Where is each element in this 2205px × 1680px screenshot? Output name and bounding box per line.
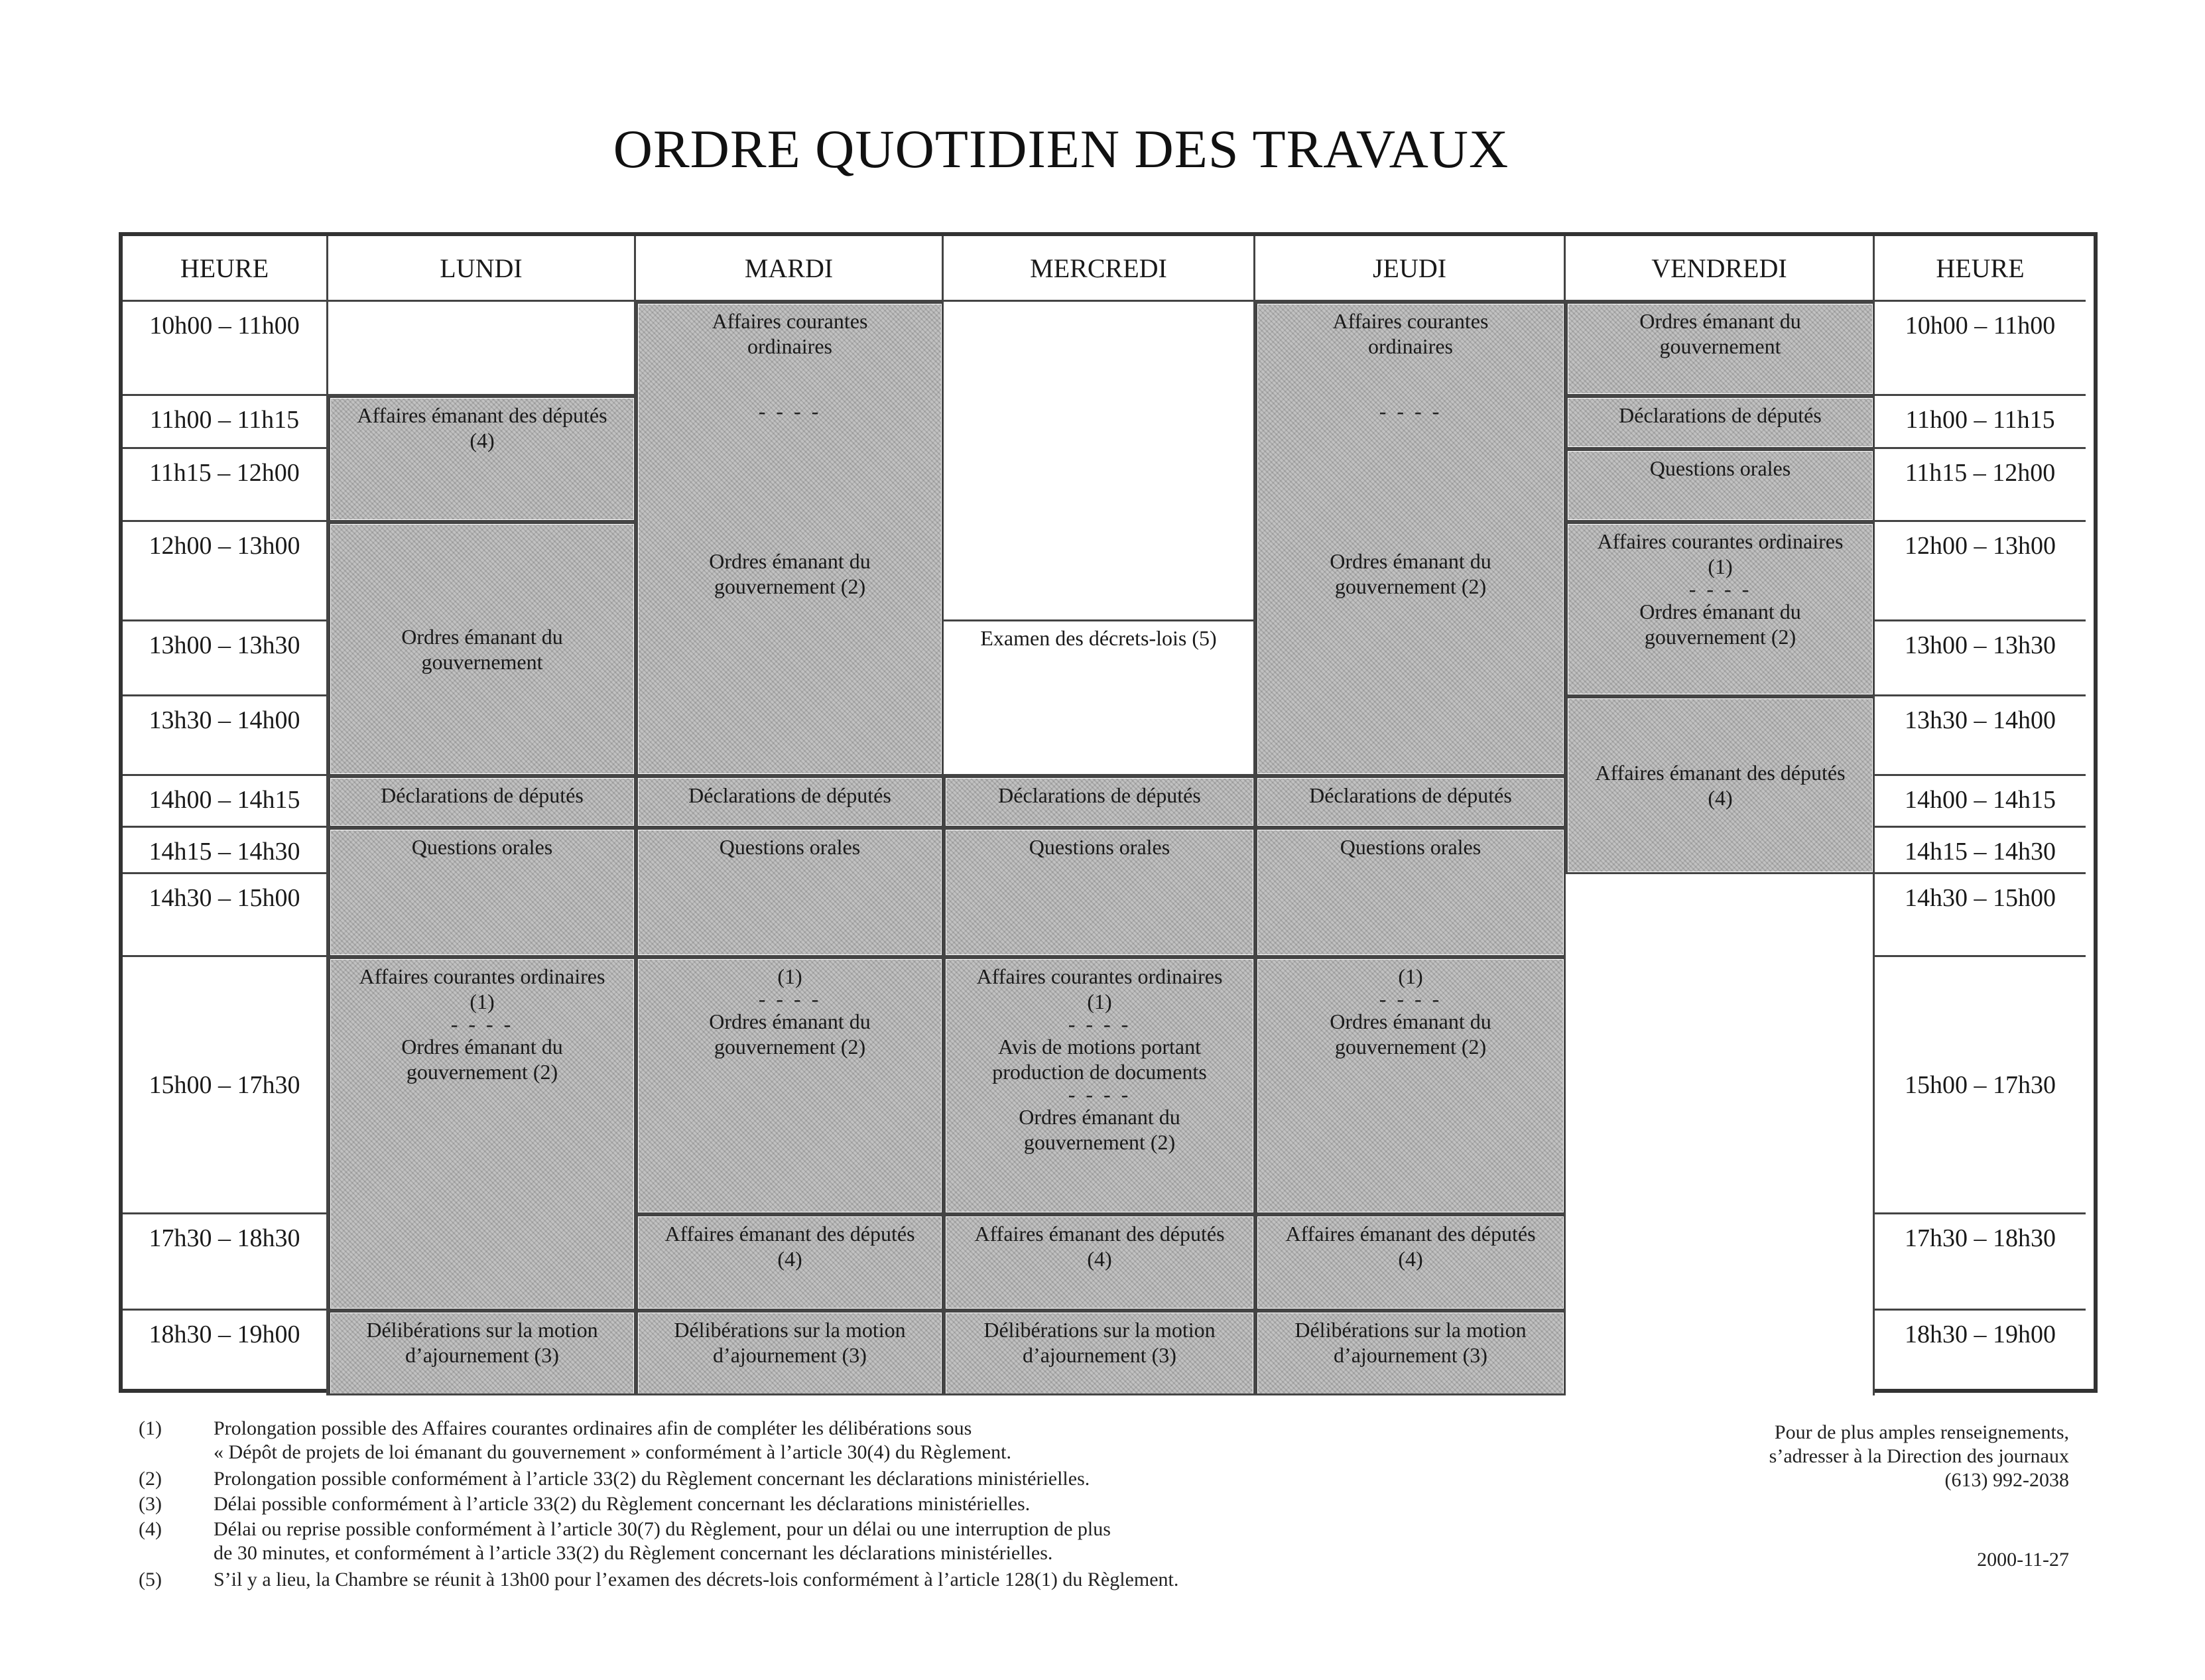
slot-label: Affaires émanant des députés	[1595, 761, 1846, 785]
footnote-ref: (1)	[470, 990, 495, 1013]
footnote-ref: (1)	[777, 964, 802, 988]
header-vendredi: VENDREDI	[1566, 236, 1875, 302]
slot-deliberations-ajournement	[636, 1311, 944, 1395]
slot-affaires-courantes-ordres	[328, 957, 636, 1311]
contact-info: Pour de plus amples renseignements, s’adresser à la Direction des journaux (613) 992-2038	[1769, 1421, 2069, 1491]
time-right: 11h00 – 11h15	[1875, 396, 2086, 449]
slot-label: Délibérations sur la motion	[1294, 1318, 1527, 1342]
slot-label: Ordres émanant du	[1019, 1105, 1180, 1129]
time-right: 10h00 – 11h00	[1875, 302, 2086, 396]
separator: - - - -	[1688, 577, 1752, 601]
slot-label: production de documents	[992, 1060, 1207, 1084]
slot-label: gouvernement	[421, 649, 543, 674]
slot-label: Délibérations sur la motion	[983, 1318, 1216, 1342]
footnote-ref: (4)	[1708, 786, 1733, 810]
footnote-text: Prolongation possible des Affaires courantes ordinaires afin de compléter les délibérations sous « Dépôt de projets de loi émanant du gouvernement » conformément à l’article 30(4) du Règlement.	[214, 1417, 1011, 1463]
slot-label: gouvernement (2)	[1023, 1130, 1176, 1154]
time-left: 10h00 – 11h00	[123, 302, 328, 396]
slot-empty	[944, 302, 1255, 621]
slot-label: Déclarations de députés	[1309, 783, 1512, 807]
slot-declarations-deputes	[328, 776, 636, 828]
slot-affaires-emanant-deputes	[944, 1214, 1255, 1311]
slot-ordres-gouvernement	[636, 957, 944, 1214]
slot-label: Déclarations de députés	[998, 783, 1201, 807]
slot-label: Ordres émanant du	[1639, 309, 1801, 333]
footnote-text: Délai ou reprise possible conformément à l’article 30(7) du Règlement, pour un délai ou une interruption de plus de 30 minutes, et conformément à l’article 33(2) du Règlement concernant les déclarations ministérielles.	[214, 1518, 1111, 1564]
footnote-ref: (4)	[777, 1247, 802, 1271]
time-left: 18h30 – 19h00	[123, 1311, 328, 1395]
header-heure-left: HEURE	[123, 236, 328, 302]
time-right: 12h00 – 13h00	[1875, 522, 2086, 621]
slot-affaires-courantes-avis-ordres	[944, 957, 1255, 1214]
slot-label: Délibérations sur la motion	[674, 1318, 906, 1342]
slot-label: Affaires courantes ordinaires	[1597, 529, 1844, 553]
slot-empty	[1566, 874, 1875, 1395]
slot-label: gouvernement (2)	[714, 1035, 866, 1059]
time-right: 14h00 – 14h15	[1875, 776, 2086, 828]
slot-label: d’ajournement (3)	[713, 1343, 867, 1367]
slot-declarations-deputes	[636, 776, 944, 828]
slot-label: Questions orales	[1340, 835, 1481, 859]
slot-label: Affaires courantes ordinaires	[976, 964, 1223, 988]
separator: - - - -	[758, 987, 822, 1011]
slot-label: Déclarations de députés	[688, 783, 891, 807]
slot-affaires-courantes-ordres	[1566, 522, 1875, 696]
slot-label: d’ajournement (3)	[405, 1343, 559, 1367]
slot-label: gouvernement	[1659, 334, 1781, 358]
footnote-text: Délai possible conformément à l’article 33(2) du Règlement concernant les déclarations ministérielles.	[214, 1493, 1031, 1515]
time-left: 13h30 – 14h00	[123, 696, 328, 776]
slot-label: Questions orales	[411, 835, 553, 859]
time-left: 14h15 – 14h30	[123, 828, 328, 874]
slot-label: Déclarations de députés	[1619, 403, 1822, 427]
page-title: ORDRE QUOTIDIEN DES TRAVAUX	[613, 119, 1509, 179]
time-left: 17h30 – 18h30	[123, 1214, 328, 1311]
slot-questions-orales	[328, 828, 636, 957]
slot-deliberations-ajournement	[1255, 1311, 1566, 1395]
slot-label: gouvernement (2)	[1334, 1035, 1487, 1059]
slot-label: Examen des décrets-lois (5)	[980, 626, 1217, 650]
slot-label: Délibérations sur la motion	[366, 1318, 598, 1342]
schedule-table	[119, 232, 2098, 1393]
slot-empty	[328, 302, 636, 396]
header-mercredi: MERCREDI	[944, 236, 1255, 302]
slot-ordres-gouvernement	[328, 522, 636, 776]
time-left: 14h00 – 14h15	[123, 776, 328, 828]
time-right: 11h15 – 12h00	[1875, 449, 2086, 522]
separator: - - - -	[1068, 1082, 1131, 1106]
header-mardi: MARDI	[636, 236, 944, 302]
time-right: 13h00 – 13h30	[1875, 621, 2086, 696]
header-jeudi: JEUDI	[1255, 236, 1566, 302]
slot-affaires-emanant-deputes	[328, 396, 636, 522]
slot-label: Affaires émanant des députés	[357, 403, 607, 427]
footnote-text: S’il y a lieu, la Chambre se réunit à 13h00 pour l’examen des décrets-lois conformément à l’article 128(1) du Règlement.	[214, 1569, 1179, 1590]
slot-label: Affaires émanant des députés	[664, 1222, 915, 1246]
slot-questions-orales	[1566, 449, 1875, 522]
footnote-number: (4)	[139, 1518, 162, 1540]
time-right: 18h30 – 19h00	[1905, 1321, 2056, 1348]
slot-label: gouvernement (2)	[1644, 625, 1796, 649]
slot-affaires-courantes-ordres	[1255, 302, 1566, 776]
separator: - - - -	[1379, 399, 1442, 423]
time-left: 13h00 – 13h30	[123, 621, 328, 696]
slot-examen-decrets-lois	[944, 621, 1255, 776]
slot-label: Affaires courantes ordinaires	[359, 964, 605, 988]
slot-ordres-gouvernement	[1255, 957, 1566, 1214]
slot-label: Questions orales	[1649, 456, 1791, 480]
footnote-text: Prolongation possible conformément à l’article 33(2) du Règlement concernant les déclarations ministérielles.	[214, 1468, 1090, 1490]
slot-label: Affaires courantes	[712, 309, 868, 333]
slot-label: Ordres émanant du	[709, 1009, 871, 1033]
time-right: 14h15 – 14h30	[1875, 828, 2086, 874]
footnote-ref: (1)	[1398, 964, 1423, 988]
slot-ordres-gouvernement	[1566, 302, 1875, 396]
footnote-ref: (1)	[1708, 554, 1733, 578]
time-right: 13h30 – 14h00	[1875, 696, 2086, 776]
slot-affaires-emanant-deputes	[1566, 696, 1875, 874]
slot-affaires-courantes-ordres	[636, 302, 944, 776]
slot-deliberations-ajournement	[944, 1311, 1255, 1395]
slot-declarations-deputes	[1566, 396, 1875, 449]
time-right: 15h00 – 17h30	[1875, 957, 2086, 1214]
slot-label: Ordres émanant du	[1330, 549, 1491, 573]
slot-label: gouvernement (2)	[1334, 574, 1487, 598]
footnote-ref: (4)	[1087, 1247, 1112, 1271]
slot-label: d’ajournement (3)	[1334, 1343, 1487, 1367]
footnote-number: (2)	[139, 1468, 162, 1490]
time-left: 14h30 – 15h00	[123, 874, 328, 957]
time-right: 14h30 – 15h00	[1875, 874, 2086, 957]
footnote-ref: (4)	[1398, 1247, 1423, 1271]
slot-declarations-deputes	[1255, 776, 1566, 828]
slot-label: Questions orales	[1029, 835, 1170, 859]
time-left: 11h15 – 12h00	[123, 449, 328, 522]
header-heure-right: HEURE	[1875, 236, 2086, 302]
header-lundi: LUNDI	[328, 236, 636, 302]
slot-questions-orales	[636, 828, 944, 957]
footnote-number: (3)	[139, 1493, 162, 1515]
footnote-ref: (4)	[470, 428, 495, 452]
slot-label: Affaires courantes	[1332, 309, 1489, 333]
slot-label: Questions orales	[719, 835, 861, 859]
footnote-ref: (1)	[1087, 990, 1112, 1013]
time-left: 15h00 – 17h30	[123, 957, 328, 1214]
footnote-number: (5)	[139, 1569, 162, 1590]
slot-deliberations-ajournement	[328, 1311, 636, 1395]
slot-label: ordinaires	[1368, 334, 1453, 358]
slot-label: gouvernement (2)	[406, 1060, 558, 1084]
slot-declarations-deputes	[944, 776, 1255, 828]
slot-label: Déclarations de députés	[381, 783, 584, 807]
time-left: 11h00 – 11h15	[123, 396, 328, 449]
slot-label: gouvernement (2)	[714, 574, 866, 598]
slot-label: Ordres émanant du	[1330, 1009, 1491, 1033]
footnote-number: (1)	[139, 1417, 162, 1439]
slot-label: Ordres émanant du	[709, 549, 871, 573]
separator: - - - -	[1068, 1012, 1131, 1036]
separator: - - - -	[758, 399, 822, 423]
slot-affaires-emanant-deputes	[1255, 1214, 1566, 1311]
slot-affaires-emanant-deputes	[636, 1214, 944, 1311]
slot-questions-orales	[1255, 828, 1566, 957]
separator: - - - -	[450, 1012, 514, 1036]
time-left: 12h00 – 13h00	[123, 522, 328, 621]
separator: - - - -	[1379, 987, 1442, 1011]
slot-label: Ordres émanant du	[401, 624, 563, 649]
slot-label: Affaires émanant des députés	[974, 1222, 1225, 1246]
time-right: 17h30 – 18h30	[1875, 1214, 2086, 1311]
slot-label: Avis de motions portant	[997, 1035, 1202, 1059]
slot-label: ordinaires	[747, 334, 832, 358]
slot-label: Affaires émanant des députés	[1285, 1222, 1536, 1246]
slot-label: Ordres émanant du	[1639, 600, 1801, 623]
slot-label: d’ajournement (3)	[1023, 1343, 1176, 1367]
slot-questions-orales	[944, 828, 1255, 957]
slot-label: Ordres émanant du	[401, 1035, 563, 1059]
document-date: 2000-11-27	[1977, 1549, 2069, 1571]
